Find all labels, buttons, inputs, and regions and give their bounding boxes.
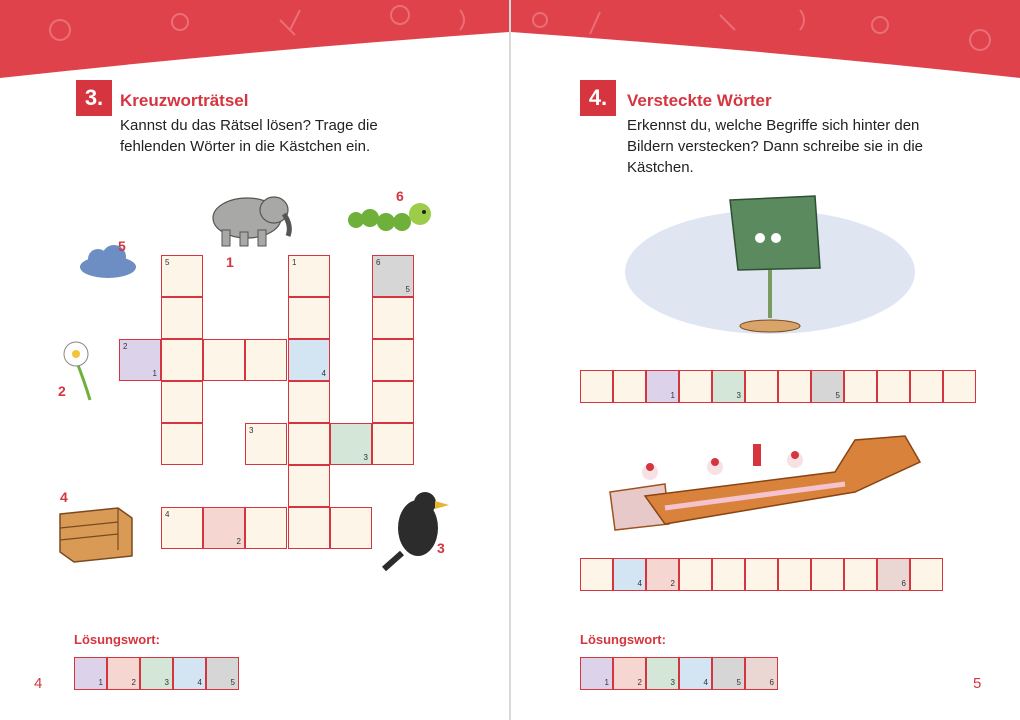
cell-start-number: 3 (249, 426, 254, 435)
solution-cell[interactable] (580, 657, 613, 690)
letter-number: 5 (835, 391, 840, 400)
solution-cell[interactable] (107, 657, 140, 690)
solution-cell[interactable] (74, 657, 107, 690)
clue-number: 4 (60, 489, 68, 505)
exercise-instruction (120, 115, 460, 157)
solution-number: 3 (164, 678, 169, 687)
clue-number: 6 (396, 188, 404, 204)
exercise-number-badge: 3. (76, 80, 112, 116)
crossword-cell[interactable] (288, 507, 330, 549)
letter-cell[interactable] (712, 370, 745, 403)
crossword-cell[interactable] (330, 507, 372, 549)
crossword-cell[interactable] (203, 507, 245, 549)
crow-picture (380, 483, 452, 573)
solution-cell[interactable] (712, 657, 745, 690)
solution-number: 3 (670, 678, 675, 687)
clue-number: 5 (118, 238, 126, 254)
crossword-cell[interactable] (288, 465, 330, 507)
crossword-cell[interactable] (161, 507, 203, 549)
crossword-cell[interactable] (288, 297, 330, 339)
solution-number: 5 (736, 678, 741, 687)
cell-letter-number: 5 (405, 285, 410, 294)
crossword-cell[interactable] (161, 381, 203, 423)
cell-letter-number: 1 (152, 369, 157, 378)
letter-cell[interactable] (679, 558, 712, 591)
exercise-number-badge: 4. (580, 80, 616, 116)
letter-cell[interactable] (877, 370, 910, 403)
crossword-cell[interactable] (245, 339, 287, 381)
clue-number: 2 (58, 383, 66, 399)
letter-cell[interactable] (613, 558, 646, 591)
exercise-instruction (627, 115, 987, 178)
cell-start-number: 4 (165, 510, 170, 519)
cell-letter-number: 2 (236, 537, 241, 546)
crossword-cell[interactable] (245, 507, 287, 549)
letter-number: 4 (637, 579, 642, 588)
letter-cell[interactable] (580, 370, 613, 403)
page-number: 4 (34, 675, 43, 692)
solution-cell[interactable] (173, 657, 206, 690)
cell-letter-number: 3 (363, 453, 368, 462)
crossword-cell[interactable] (372, 339, 414, 381)
letter-cell[interactable] (778, 558, 811, 591)
cell-letter-number: 4 (321, 369, 326, 378)
letter-cell[interactable] (745, 558, 778, 591)
letter-cell[interactable] (679, 370, 712, 403)
crossword-cell[interactable] (288, 255, 330, 297)
clue-number: 1 (226, 254, 234, 270)
elephant-picture (192, 180, 302, 250)
solution-number: 1 (604, 678, 609, 687)
letter-cell[interactable] (844, 558, 877, 591)
crossword-cell[interactable] (161, 255, 203, 297)
letter-cell[interactable] (877, 558, 910, 591)
letter-cell[interactable] (910, 370, 943, 403)
solution-number: 6 (769, 678, 774, 687)
page-number: 5 (973, 675, 982, 692)
crossword-cell[interactable] (330, 423, 372, 465)
cell-start-number: 1 (292, 258, 297, 267)
letter-number: 2 (670, 579, 675, 588)
solution-number: 4 (703, 678, 708, 687)
letter-cell[interactable] (646, 558, 679, 591)
crossword-cell[interactable] (161, 423, 203, 465)
solution-label: Lösungswort: (580, 632, 666, 647)
letter-cell[interactable] (712, 558, 745, 591)
crossword-cell[interactable] (372, 255, 414, 297)
crossword-cell[interactable] (288, 381, 330, 423)
crossword-cell[interactable] (245, 423, 287, 465)
solution-label: Lösungswort: (74, 632, 160, 647)
letter-cell[interactable] (811, 370, 844, 403)
crossword-cell[interactable] (161, 297, 203, 339)
lamp-picture (620, 190, 920, 340)
letter-cell[interactable] (910, 558, 943, 591)
crate-picture (56, 500, 136, 565)
exercise-title: Kreuzworträtsel (120, 91, 249, 110)
solution-cell[interactable] (140, 657, 173, 690)
cake-fork-picture (605, 432, 925, 537)
crossword-cell[interactable] (288, 423, 330, 465)
letter-cell[interactable] (943, 370, 976, 403)
solution-number: 2 (637, 678, 642, 687)
page-spine (509, 0, 511, 720)
cell-start-number: 6 (376, 258, 381, 267)
crossword-cell[interactable] (119, 339, 161, 381)
solution-number: 4 (197, 678, 202, 687)
letter-cell[interactable] (580, 558, 613, 591)
clue-number: 3 (437, 540, 445, 556)
solution-cell[interactable] (613, 657, 646, 690)
letter-cell[interactable] (778, 370, 811, 403)
letter-cell[interactable] (844, 370, 877, 403)
cell-start-number: 2 (123, 342, 128, 351)
cloud-picture (76, 245, 138, 280)
solution-number: 5 (230, 678, 235, 687)
solution-cell[interactable] (679, 657, 712, 690)
instruction-line: Kästchen. (627, 159, 694, 176)
instruction-line: Bildern verstecken? Dann schreibe sie in die (627, 138, 923, 155)
instruction-line: fehlenden Wörter in die Kästchen ein. (120, 138, 371, 155)
crossword-cell[interactable] (161, 339, 203, 381)
instruction-line: Kannst du das Rätsel lösen? Trage die (120, 117, 378, 134)
letter-number: 1 (670, 391, 675, 400)
crossword-cell[interactable] (203, 339, 245, 381)
crossword-cell[interactable] (288, 339, 330, 381)
letter-cell[interactable] (646, 370, 679, 403)
cell-start-number: 5 (165, 258, 170, 267)
crossword-cell[interactable] (372, 297, 414, 339)
caterpillar-picture (346, 198, 436, 243)
crossword-cell[interactable] (372, 423, 414, 465)
solution-cell[interactable] (206, 657, 239, 690)
letter-number: 6 (901, 579, 906, 588)
solution-cell[interactable] (646, 657, 679, 690)
instruction-line: Erkennst du, welche Begriffe sich hinter den (627, 117, 920, 134)
solution-number: 2 (131, 678, 136, 687)
exercise-title: Versteckte Wörter (627, 91, 772, 110)
letter-cell[interactable] (745, 370, 778, 403)
crossword-cell[interactable] (372, 381, 414, 423)
letter-number: 3 (736, 391, 741, 400)
letter-cell[interactable] (613, 370, 646, 403)
solution-cell[interactable] (745, 657, 778, 690)
solution-number: 1 (98, 678, 103, 687)
letter-cell[interactable] (811, 558, 844, 591)
